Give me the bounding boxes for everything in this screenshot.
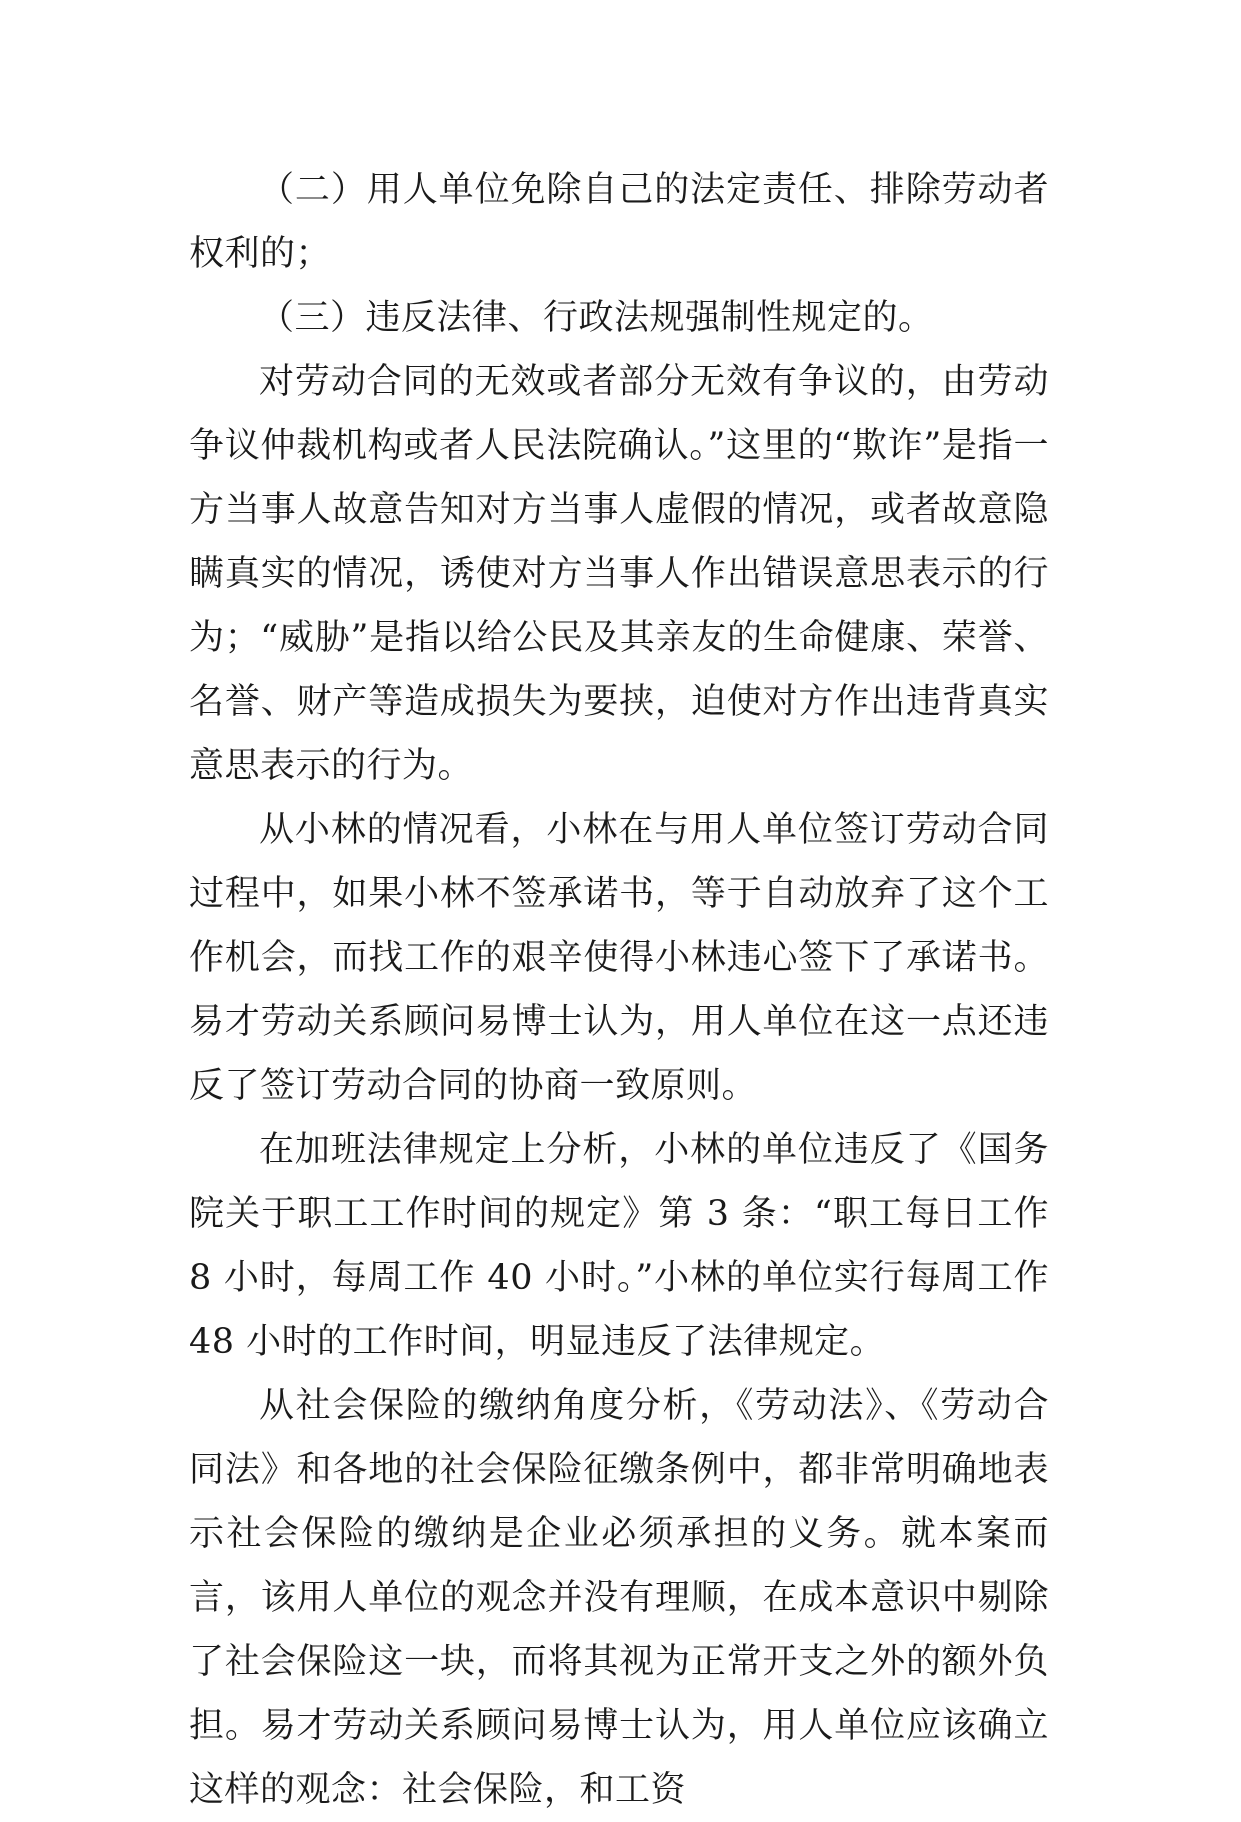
paragraph-invalid-contract: 对劳动合同的无效或者部分无效有争议的，由劳动争议仲裁机构或者人民法院确认。”这里的“欺诈”是指一方当事人故意告知对方当事人虚假的情况，或者故意隐瞒真实的情况，诱使对方当事人作出错误意思表示的行为；“威胁”是指以给公民及其亲友的生命健康、荣誉、名誉、财产等造成损失为要挟，迫使对方作出违背真实意思表示的行为。 [189,362,1049,786]
paragraph-xiaolin-situation: 从小林的情况看，小林在与用人单位签订劳动合同过程中，如果小林不签承诺书，等于自动放弃了这个工作机会，而找工作的艰辛使得小林违心签下了承诺书。易才劳动关系顾问易博士认为，用人单位在这一点还违反了签订劳动合同的协商一致原则。 [189,810,1049,1106]
document-page [189,158,1049,1822]
paragraph-clause-two: （二）用人单位免除自己的法定责任、排除劳动者权利的； [189,170,1049,274]
paragraph-social-insurance: 从社会保险的缴纳角度分析，《劳动法》、《劳动合同法》和各地的社会保险征缴条例中，都非常明确地表示社会保险的缴纳是企业必须承担的义务。就本案而言，该用人单位的观念并没有理顺，在成本意识中剔除了社会保险这一块，而将其视为正常开支之外的额外负担。易才劳动关系顾问易博士认为，用人单位应该确立这样的观念：社会保险，和工资 [189,1386,1049,1810]
paragraph-overtime-analysis: 在加班法律规定上分析，小林的单位违反了《国务院关于职工工作时间的规定》第 3 条：“职工每日工作 8 小时，每周工作 40 小时。”小林的单位实行每周工作 48 小时的工作时间，明显违反了法律规定。 [189,1130,1049,1362]
paragraph-clause-three: （三）违反法律、行政法规强制性规定的。 [259,298,934,338]
